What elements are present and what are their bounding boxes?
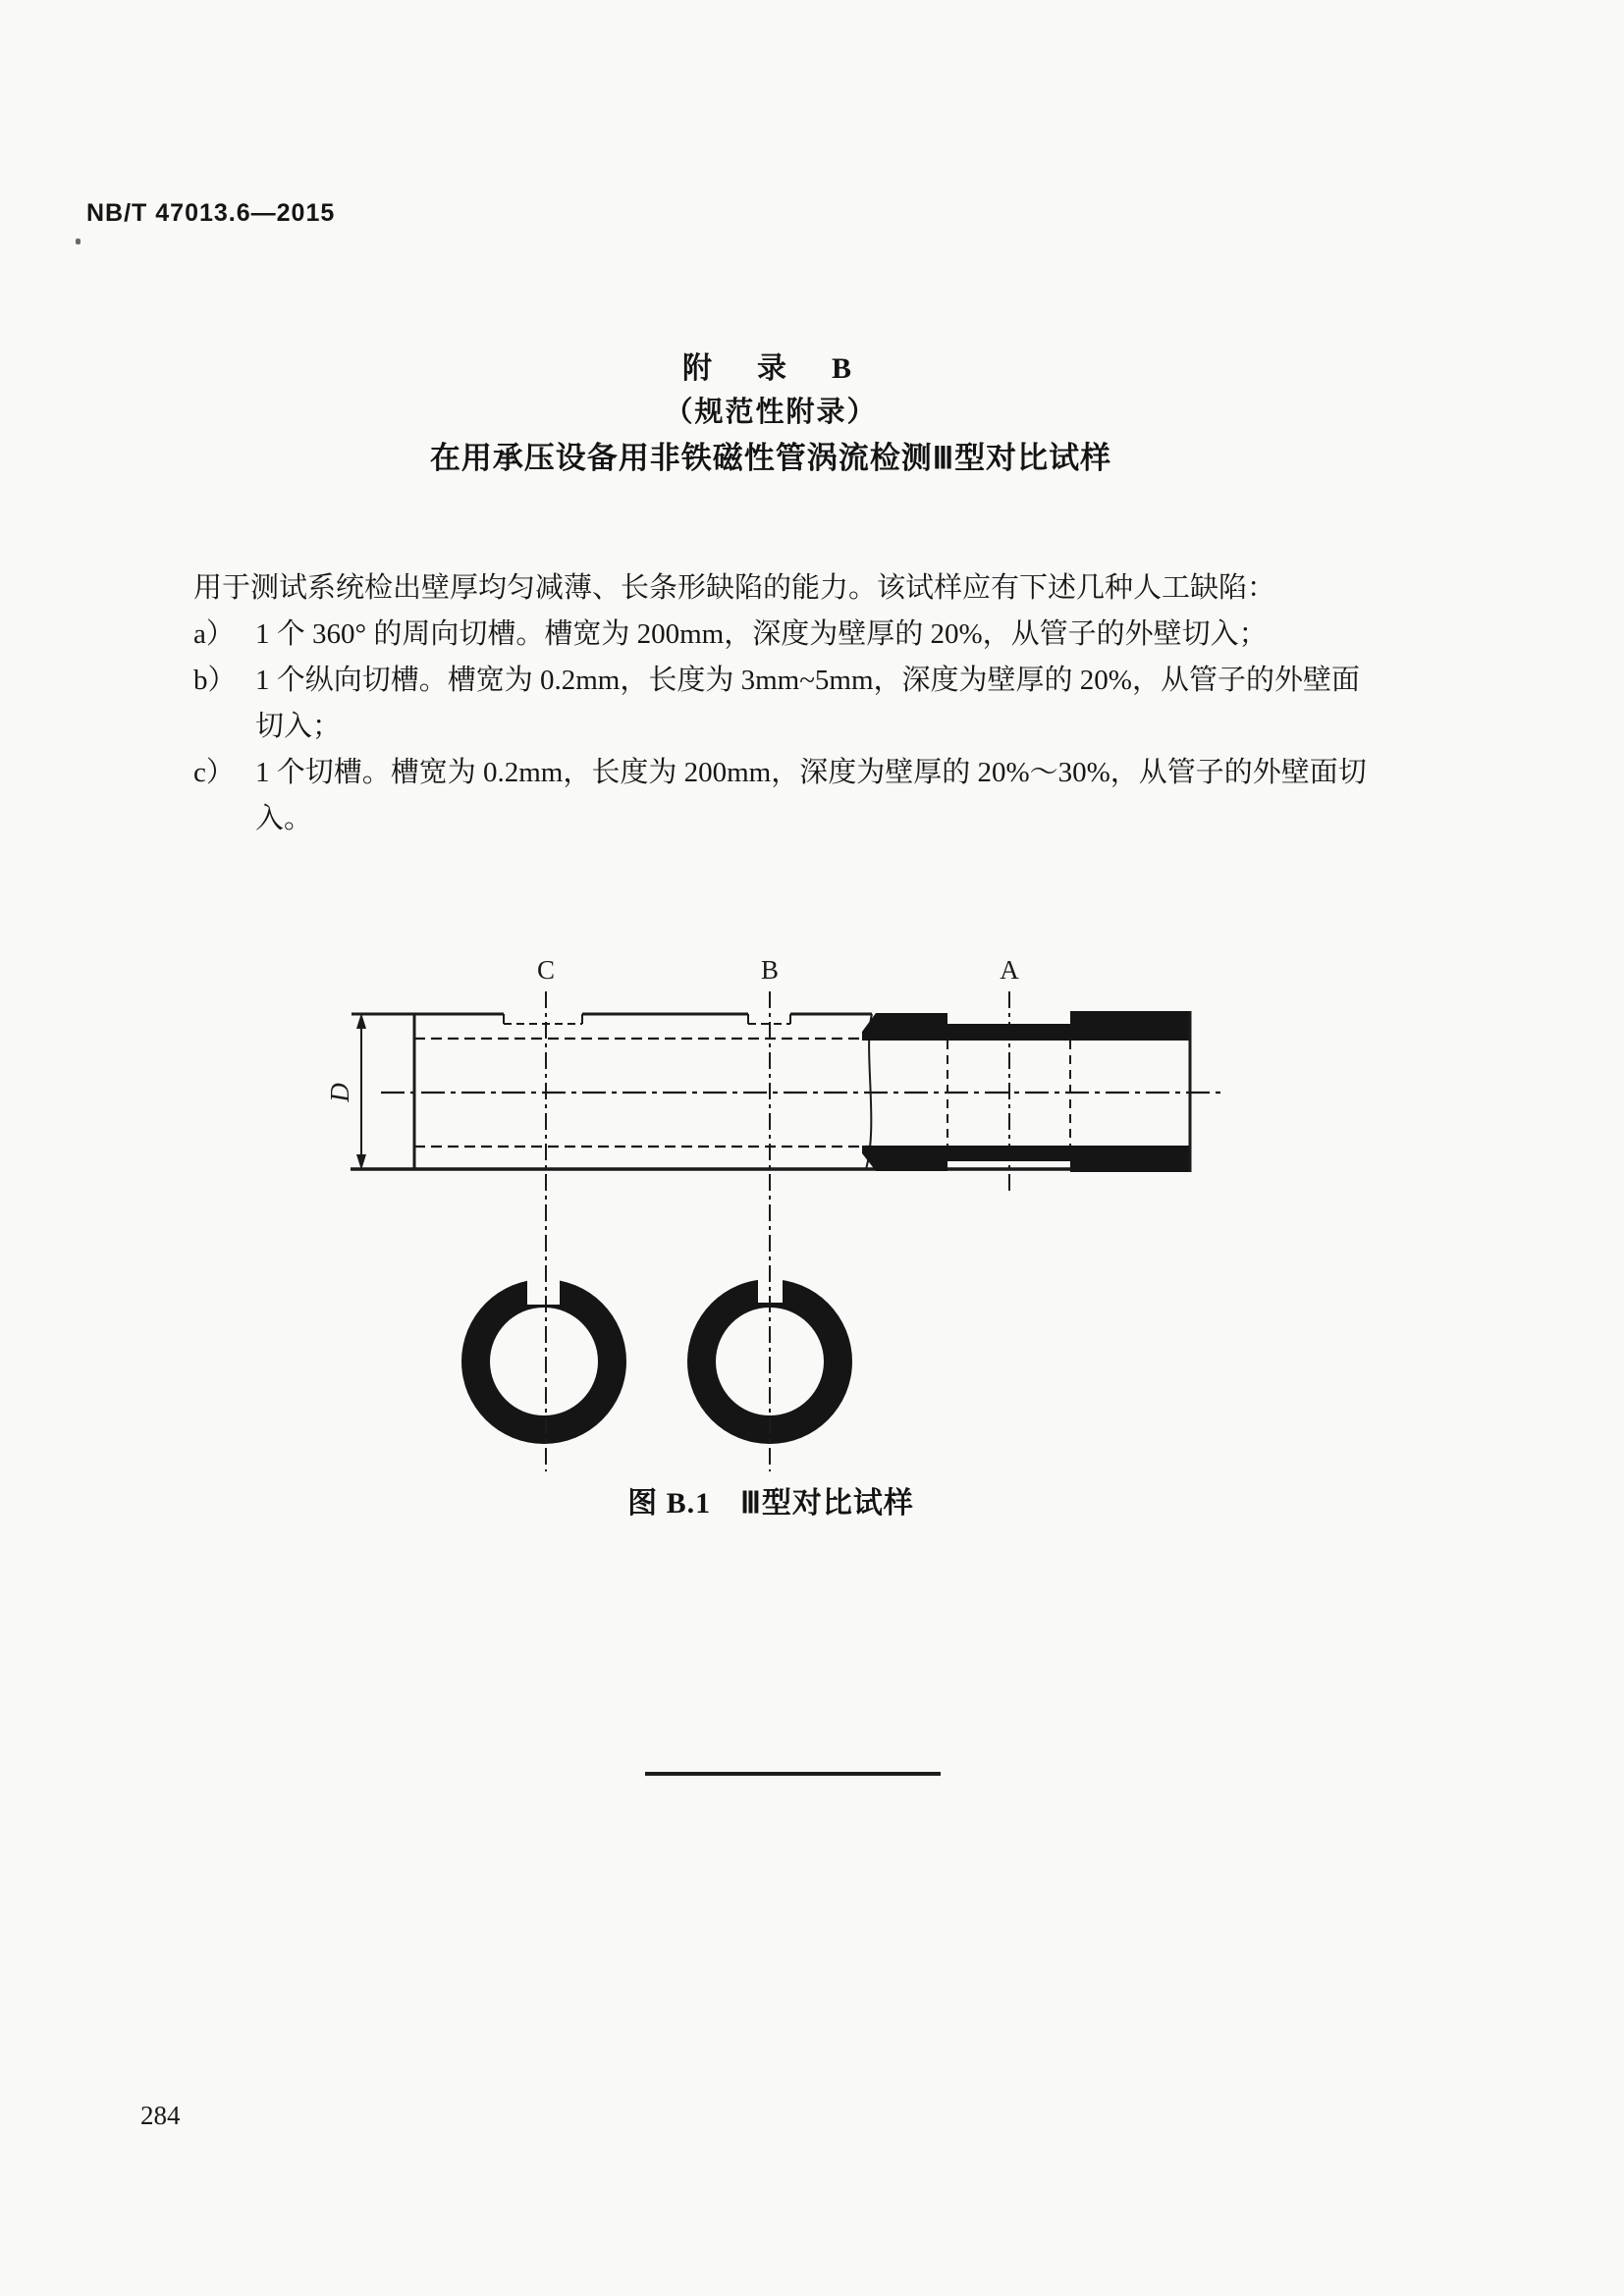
figure-b1	[324, 933, 1257, 1480]
item-c-text: 1 个切槽。槽宽为 0.2mm，长度为 200mm，深度为壁厚的 20%～30%，从管子的外壁面切	[255, 757, 1367, 788]
section-label-b: B	[760, 955, 780, 985]
figure-caption-title: Ⅲ型对比试样	[740, 1487, 914, 1520]
end-of-section-rule	[645, 1772, 941, 1776]
item-b-text: 1 个纵向切槽。槽宽为 0.2mm，长度为 3mm~5mm，深度为壁厚的 20%，从管子的外壁面	[255, 665, 1360, 696]
section-label-c: C	[536, 955, 556, 985]
appendix-title: 附 录 B	[681, 352, 859, 385]
cross-section-c	[461, 1276, 626, 1444]
figure-caption	[118, 1478, 1424, 1522]
intro-text: 用于测试系统检出壁厚均匀减薄、长条形缺陷的能力。该试样应有下述几种人工缺陷：	[193, 572, 1276, 604]
item-a-label: a）	[193, 618, 235, 650]
item-a-text: 1 个 360° 的周向切槽。槽宽为 200mm，深度为壁厚的 20%，从管子的外壁切入；	[255, 618, 1268, 650]
list-item-b	[193, 658, 1460, 704]
item-c-label: c）	[193, 757, 235, 788]
ring-c-bore	[490, 1308, 598, 1415]
appendix-heading: 在用承压设备用非铁磁性管涡流检测Ⅲ型对比试样	[429, 441, 1112, 475]
wall-bottom-left	[862, 1146, 947, 1171]
item-b-label: b）	[193, 665, 237, 696]
diameter-dimension	[325, 1013, 366, 1170]
ring-c-notch	[527, 1276, 560, 1305]
intro-paragraph	[193, 565, 1460, 612]
wall-top-groove-a	[947, 1024, 1070, 1041]
wall-bottom-groove-a	[947, 1146, 1070, 1161]
dimension-label-d: D	[325, 1083, 354, 1102]
figure-caption-number: 图 B.1	[627, 1487, 712, 1520]
figure-b1-drawing	[324, 933, 1257, 1480]
wall-bottom-right	[1070, 1146, 1190, 1172]
scan-artifact	[76, 239, 81, 244]
body-text	[193, 565, 1460, 842]
item-c-continuation: 入。	[255, 803, 313, 834]
wall-top-right	[1070, 1011, 1190, 1041]
page-number: 284	[140, 2101, 181, 2130]
list-item-a	[193, 612, 1460, 658]
item-b-continuation: 切入；	[255, 711, 342, 742]
standard-number-header: NB/T 47013.6—2015	[86, 199, 336, 227]
section-label-a: A	[1000, 955, 1019, 985]
list-item-c	[193, 750, 1460, 796]
appendix-subtitle: （规范性附录）	[664, 397, 878, 428]
wall-top-left	[862, 1013, 947, 1041]
